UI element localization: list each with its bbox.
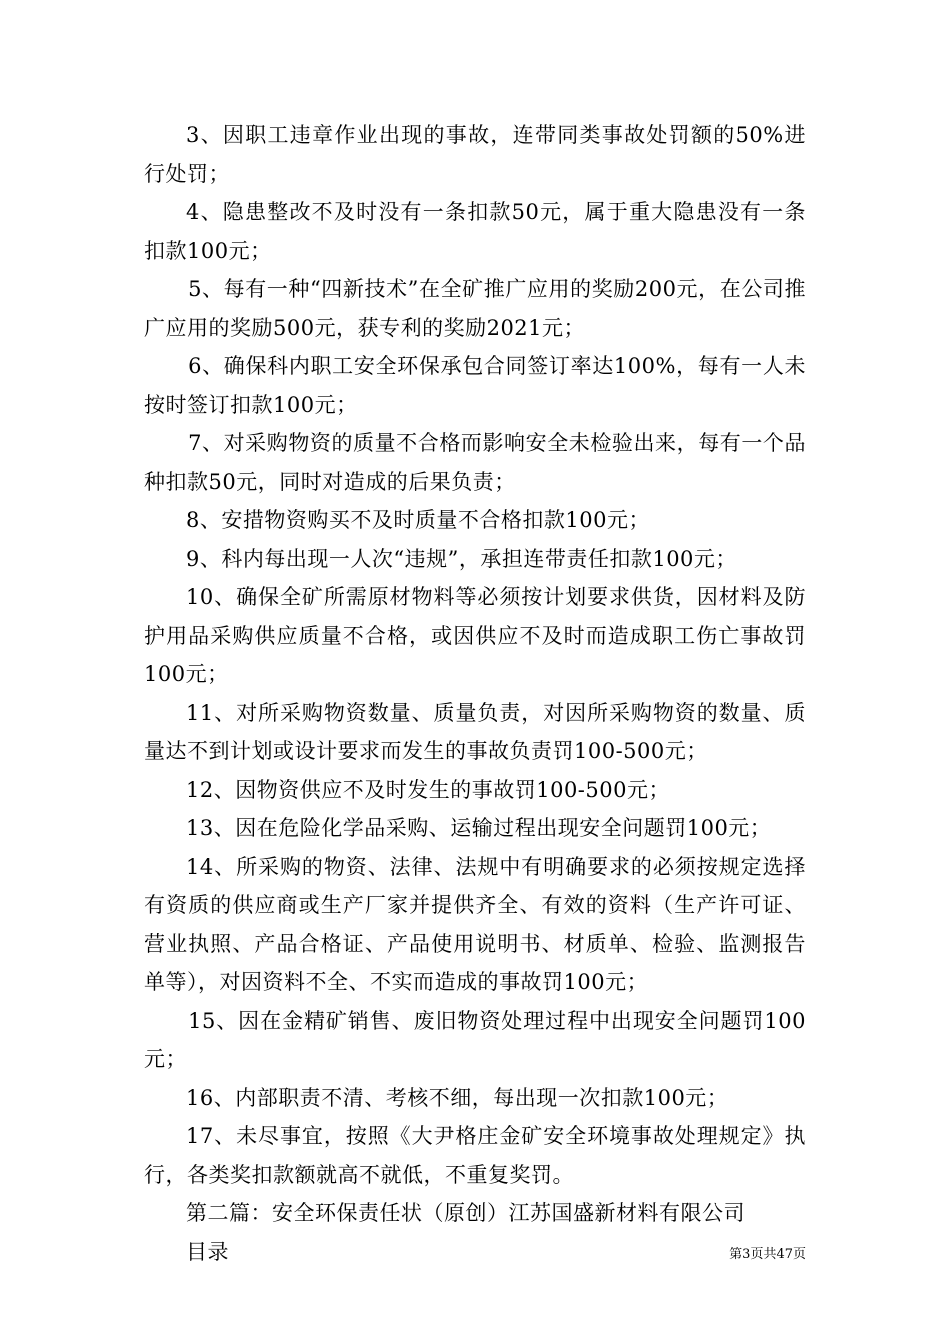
paragraph-item-11: 11、对所采购物资数量、质量负责，对因所采购物资的数量、质量达不到计划或设计要求而发生的事故负责罚100-500元； [144, 700, 806, 763]
paragraph-item-5: 5、每有一种“四新技术”在全矿推广应用的奖励200元，在公司推广应用的奖励500元，获专利的奖励2021元； [144, 277, 806, 340]
paragraph-item-9: 9、科内每出现一人次“违规”，承担连带责任扣款100元； [186, 546, 737, 571]
page-number-footer: 第3页共47页 [729, 1247, 806, 1262]
paragraph-item-17: 17、未尽事宜，按照《大尹格庄金矿安全环境事故处理规定》执行，各类奖扣款额就高不就低，不重复奖罚。 [144, 1124, 806, 1187]
paragraph-item-12: 12、因物资供应不及时发生的事故罚100-500元； [186, 777, 670, 802]
paragraph-item-14: 14、所采购的物资、法律、法规中有明确要求的必须按规定选择有资质的供应商或生产厂家并提供齐全、有效的资料（生产许可证、营业执照、产品合格证、产品使用说明书、材质单、检验、监测报告单等），对因资料不全、不实而造成的事故罚100元； [144, 854, 806, 994]
paragraph-item-7: 7、对采购物资的质量不合格而影响安全未检验出来，每有一个品种扣款50元，同时对造成的后果负责； [144, 431, 806, 494]
paragraph-item-6: 6、确保科内职工安全环保承包合同签订率达100%，每有一人未按时签订扣款100元； [144, 354, 806, 417]
document-body [144, 116, 806, 1271]
paragraph-item-4: 4、隐患整改不及时没有一条扣款50元，属于重大隐患没有一条扣款100元； [144, 200, 806, 263]
paragraph-item-10: 10、确保全矿所需原材物料等必须按计划要求供货，因材料及防护用品采购供应质量不合格，或因供应不及时而造成职工伤亡事故罚100元； [144, 585, 806, 686]
paragraph-item-15: 15、因在金精矿销售、废旧物资处理过程中出现安全问题罚100元； [144, 1008, 806, 1071]
paragraph-item-3: 3、因职工违章作业出现的事故，连带同类事故处罚额的50%进行处罚； [144, 123, 806, 186]
section-heading-part-two: 第二篇：安全环保责任状（原创）江苏国盛新材料有限公司 [186, 1201, 745, 1225]
table-of-contents-heading: 目录 [186, 1239, 229, 1264]
paragraph-item-13: 13、因在危险化学品采购、运输过程出现安全问题罚100元； [186, 816, 772, 840]
paragraph-item-8: 8、安措物资购买不及时质量不合格扣款100元； [186, 508, 650, 532]
paragraph-item-16: 16、内部职责不清、考核不细，每出现一次扣款100元； [186, 1085, 729, 1110]
